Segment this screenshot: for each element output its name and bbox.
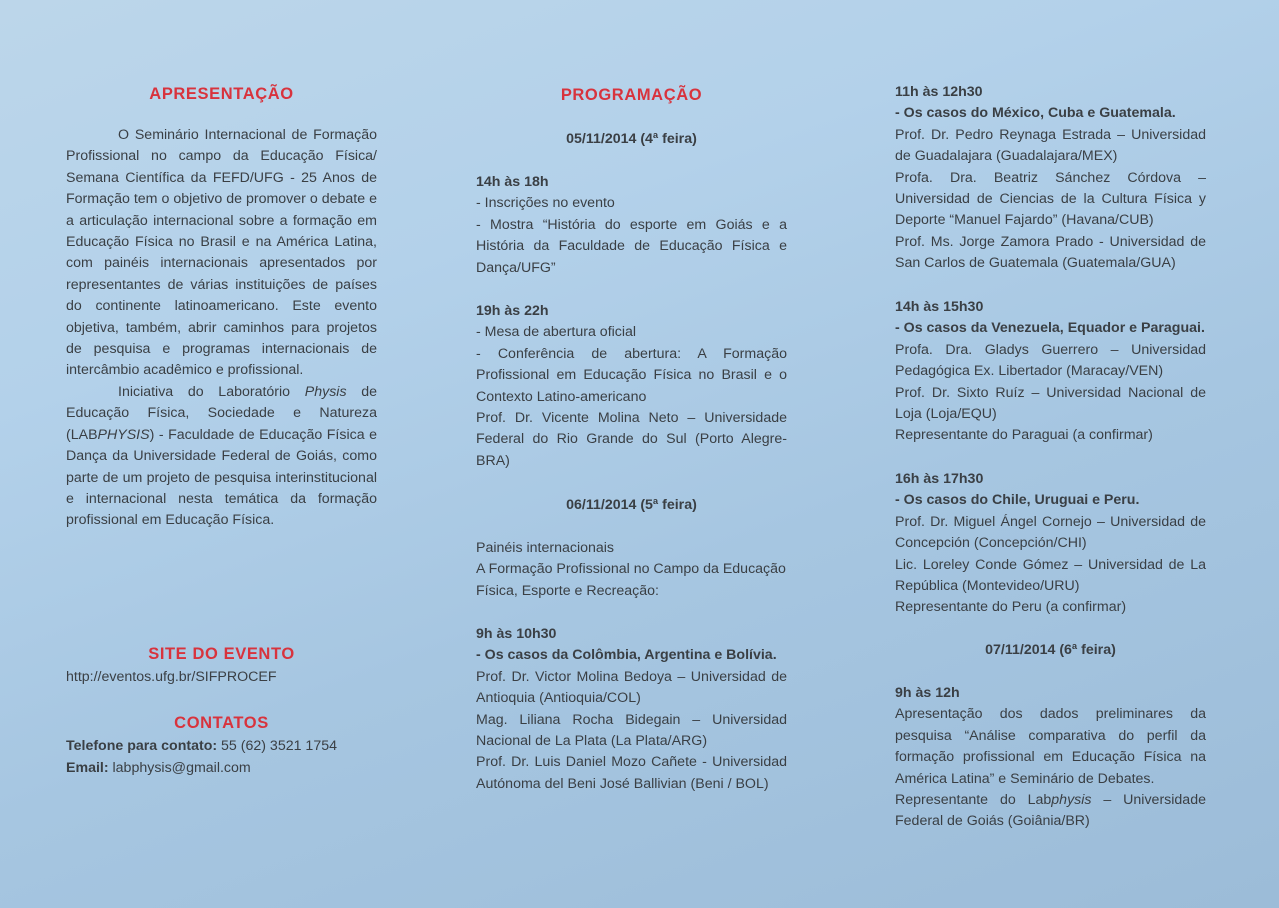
session-time: 14h às 15h30 — [895, 299, 984, 315]
session-time: 16h às 17h30 — [895, 471, 984, 487]
session-speaker: Prof. Dr. Vicente Molina Neto – Universidade Federal do Rio Grande do Sul (Porto Alegre-BRA) — [476, 410, 787, 469]
date-07-11: 07/11/2014 (6ª feira) — [985, 642, 1116, 658]
session-speaker: Prof. Dr. Sixto Ruíz – Universidad Nacional de Loja (Loja/EQU) — [895, 384, 1206, 423]
contact-email — [66, 758, 377, 779]
session-speaker: Prof. Dr. Luis Daniel Mozo Cañete - Universidad Autónoma del Beni José Ballivian (Beni / BOL) — [476, 754, 787, 792]
session-time: 9h às 12h — [895, 685, 960, 701]
session-time: 11h às 12h30 — [895, 84, 983, 100]
email-value[interactable]: labphysis@gmail.com — [108, 760, 251, 776]
session-time: 19h às 22h — [476, 303, 549, 319]
site-heading: SITE DO EVENTO — [148, 645, 295, 663]
session-speaker: Lic. Loreley Conde Gómez – Universidad de La República (Montevideo/URU) — [895, 556, 1206, 595]
session-speaker: Prof. Dr. Miguel Ángel Cornejo – Universidad de Concepción (Concepción/CHI) — [895, 513, 1206, 552]
session-9h-12h — [895, 683, 1206, 833]
contact-phone — [66, 736, 377, 757]
site-url-link[interactable]: http://eventos.ufg.br/SIFPROCEF — [66, 669, 277, 685]
session-topic: - Os casos da Venezuela, Equador e Paraguai. — [895, 320, 1205, 337]
para2-text-c: de Educação Física, Sociedade e Natureza (LAB — [66, 383, 377, 443]
session-topic: - Os casos do Chile, Uruguai e Peru. — [895, 492, 1140, 509]
session-speaker: Prof. Dr. Pedro Reynaga Estrada – Universidad de Guadalajara (Guadalajara/MEX) — [895, 126, 1206, 165]
session-14h — [476, 172, 787, 279]
session-speaker: Profa. Dra. Gladys Guerrero – Universidad Pedagógica Ex. Libertador (Maracay/VEN) — [895, 341, 1206, 380]
session-19h — [476, 301, 787, 472]
session-time: 14h às 18h — [476, 174, 549, 190]
session-speaker: Representante do Paraguai (a confirmar) — [895, 427, 1153, 444]
session-item: - Inscrições no evento — [476, 195, 615, 212]
session-time: 9h às 10h30 — [476, 626, 557, 642]
date-05-11: 05/11/2014 (4ª feira) — [566, 131, 697, 147]
apresentacao-heading: APRESENTAÇÃO — [149, 85, 294, 103]
contatos-heading: CONTATOS — [174, 714, 269, 732]
para2-physis: Physis — [304, 383, 347, 400]
session-topic: - Os casos da Colômbia, Argentina e Bolívia. — [476, 647, 777, 664]
paineis-subtitle: A Formação Profissional no Campo da Educação Física, Esporte e Recreação: — [476, 561, 786, 599]
session-topic: - Os casos do México, Cuba e Guatemala. — [895, 105, 1176, 122]
phone-value: 55 (62) 3521 1754 — [217, 738, 337, 754]
speaker-text-c: – Universidade Federal de Goiás (Goiânia/BR) — [895, 792, 1206, 830]
session-11h — [895, 82, 1206, 275]
apresentacao-paragraph-1: O Seminário Internacional de Formação Profissional no campo da Educação Física/ Semana Científica da FEFD/UFG - 25 Anos de Formação tem o objetivo de promover o debate e a articulação internacional sobre a formação em Educação Física no Brasil e na América Latina, com painéis internacionais apresentados por representantes de várias instituições de países do continente latinoamericano. Este evento objetiva, também, abrir caminhos para projetos de pesquisa e programas internacionais de intercâmbio acadêmico e profissional. — [66, 127, 377, 379]
session-item: - Mostra “História do esporte em Goiás e a História da Faculdade de Educação Física e Dança/UFG” — [476, 216, 787, 276]
para2-physis-caps: PHYSIS — [97, 426, 150, 443]
date-06-11: 06/11/2014 (5ª feira) — [566, 497, 697, 513]
paineis-title: Painéis internacionais — [476, 540, 615, 556]
session-9h — [476, 624, 787, 795]
speaker-text-a: Representante do Lab — [895, 792, 1052, 809]
para2-text-a: Iniciativa do Laboratório — [118, 383, 305, 400]
session-speaker: Prof. Dr. Victor Molina Bedoya – Universidad de Antioquia (Antioquia/COL) — [476, 668, 787, 707]
session-speaker: Mag. Liliana Rocha Bidegain – Universidad Nacional de La Plata (La Plata/ARG) — [476, 711, 787, 750]
apresentacao-text — [66, 125, 377, 532]
phone-label: Telefone para contato: — [66, 738, 218, 754]
email-label: Email: — [66, 760, 109, 776]
apresentacao-paragraph-2 — [66, 382, 377, 532]
session-14h-15h30 — [895, 297, 1206, 447]
session-speaker: Profa. Dra. Beatriz Sánchez Córdova – Universidad de Ciencias de la Cultura Física y Deporte “Manuel Fajardo” (Havana/CUB) — [895, 169, 1206, 229]
session-item: - Conferência de abertura: A Formação Profissional em Educação Física no Brasil e o Contexto Latino-americano — [476, 345, 787, 405]
programacao-heading: PROGRAMAÇÃO — [560, 86, 703, 104]
session-item: - Mesa de abertura oficial — [476, 324, 637, 341]
session-speaker — [895, 790, 1206, 833]
para2-text-e: ) - Faculdade de Educação Física e Dança da Universidade Federal de Goiás, como parte de um projeto de pesquisa interinstitucional e internacional nesta temática da formação profissional em Educação Física. — [66, 426, 377, 529]
session-16h — [895, 469, 1206, 619]
session-speaker: Prof. Ms. Jorge Zamora Prado - Universidad de San Carlos de Guatemala (Guatemala/GUA) — [895, 233, 1206, 272]
paineis-intro — [476, 538, 787, 602]
session-speaker: Representante do Peru (a confirmar) — [895, 599, 1127, 616]
speaker-physis: physis — [1051, 792, 1092, 809]
session-description: Apresentação dos dados preliminares da pesquisa “Análise comparativa do perfil da formação profissional em Educação Física na América Latina” e Seminário de Debates. — [895, 706, 1206, 787]
